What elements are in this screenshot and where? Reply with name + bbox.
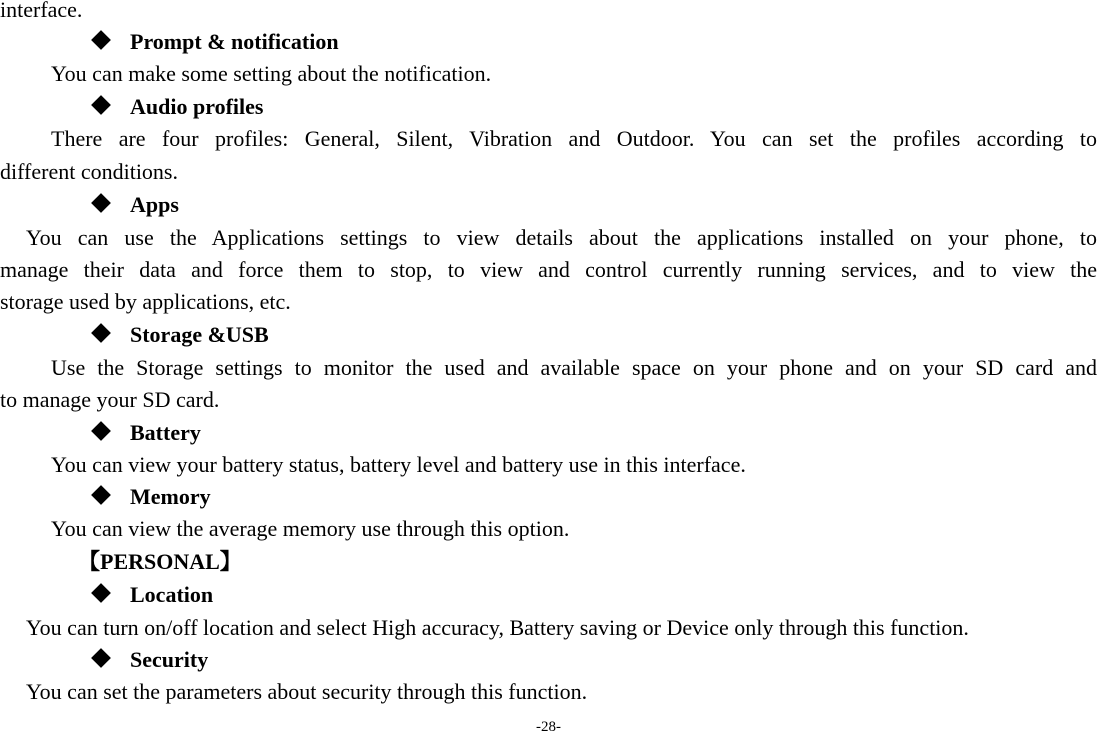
top-fragment-text: interface. — [0, 0, 83, 22]
heading-prompt-notification — [92, 29, 339, 55]
body-text: You can make some setting about the notification. — [51, 61, 492, 86]
heading-battery — [92, 420, 201, 446]
body-text: storage used by applications, etc. — [0, 289, 291, 314]
body-text: Use the Storage settings to monitor the used and available space on your phone and on your SD card and — [51, 355, 1097, 380]
body-text: You can use the Applications settings to view details about the applications installed on your phone, to — [26, 225, 1097, 250]
diamond-bullet-icon — [91, 30, 111, 50]
diamond-bullet-icon — [91, 421, 111, 441]
page-number: -28- — [536, 719, 561, 735]
heading-location — [92, 582, 213, 608]
diamond-bullet-icon — [91, 485, 111, 505]
section-title-personal: 【PERSONAL】 — [78, 549, 242, 574]
heading-label: Apps — [130, 192, 179, 217]
diamond-bullet-icon — [91, 95, 111, 115]
heading-label: Memory — [130, 484, 211, 509]
body-text: There are four profiles: General, Silent, Vibration and Outdoor. You can set the profiles according to — [51, 126, 1097, 151]
diamond-bullet-icon — [91, 583, 111, 603]
diamond-bullet-icon — [91, 193, 111, 213]
body-text: You can view your battery status, battery level and battery use in this interface. — [51, 452, 746, 477]
diamond-bullet-icon — [91, 648, 111, 668]
heading-label: Audio profiles — [130, 94, 264, 119]
heading-label: Prompt & notification — [130, 29, 339, 54]
heading-label: Battery — [130, 420, 201, 445]
diamond-bullet-icon — [91, 323, 111, 343]
heading-label: Security — [130, 647, 209, 672]
body-text: manage their data and force them to stop, to view and control currently running services, and to view the — [0, 257, 1097, 282]
body-text: You can turn on/off location and select High accuracy, Battery saving or Device only through this function. — [26, 615, 969, 640]
body-text: You can view the average memory use through this option. — [51, 516, 570, 541]
heading-storage-usb — [92, 322, 269, 348]
heading-memory — [92, 484, 211, 510]
body-text: different conditions. — [0, 159, 178, 184]
heading-label: Storage &USB — [130, 322, 269, 347]
heading-label: Location — [130, 582, 214, 607]
heading-apps — [92, 192, 179, 218]
body-text: to manage your SD card. — [0, 387, 220, 412]
heading-audio-profiles — [92, 94, 263, 120]
body-text: You can set the parameters about security through this function. — [26, 679, 588, 704]
heading-security — [92, 647, 208, 673]
